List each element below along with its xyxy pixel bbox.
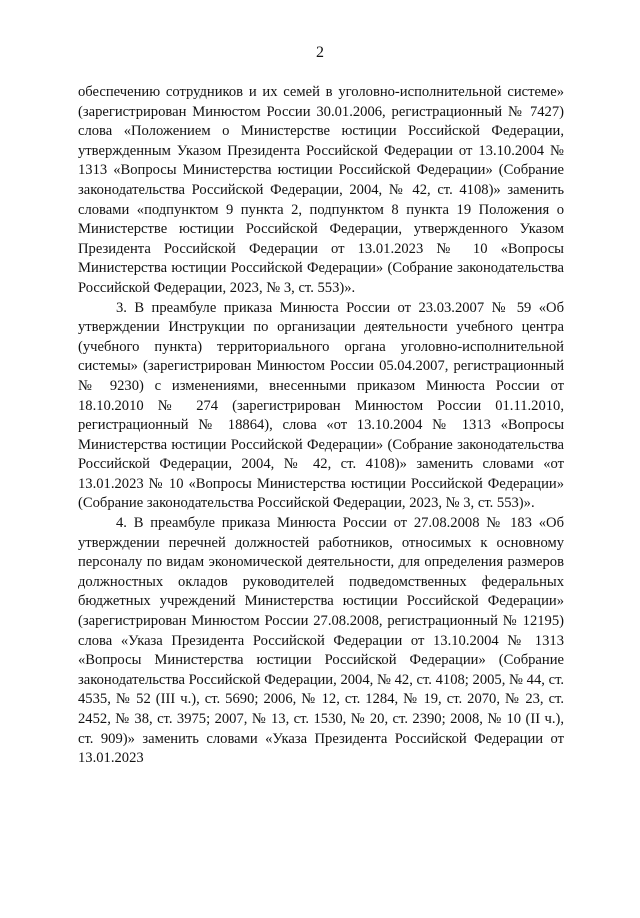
document-body <box>78 83 564 769</box>
page-number: 2 <box>316 44 324 61</box>
paragraph-item-4: 4. В преамбуле приказа Минюста России от 27.08.2008 № 183 «Об утверждении перечней должностей работников, относимых к основному персоналу по видам экономической деятельности, для определения размеров должностных окладов руководителей подведомственных федеральных бюджетных учреждений Министерства юстиции Российской Федерации» (зарегистрирован Минюстом России 27.08.2008, регистрационный № 12195) слова «Указа Президента Российской Федерации от 13.10.2004 № 1313 «Вопросы Министерства юстиции Российской Федерации» (Собрание законодательства Российской Федерации, 2004, № 42, ст. 4108; 2005, № 44, ст. 4535, № 52 (III ч.), ст. 5690; 2006, № 12, ст. 1284, № 19, ст. 2070, № 23, ст. 2452, № 38, ст. 3975; 2007, № 13, ст. 1530, № 20, ст. 2390; 2008, № 10 (II ч.), ст. 909)» заменить словами «Указа Президента Российской Федерации от 13.01.2023 <box>78 515 564 767</box>
paragraph-continuation: обеспечению сотрудников и их семей в уголовно-исполнительной системе» (зарегистрирован Минюстом России 30.01.2006, регистрационный № 7427) слова «Положением о Министерстве юстиции Российской Федерации, утвержденным Указом Президента Российской Федерации от 13.10.2004 № 1313 «Вопросы Министерства юстиции Российской Федерации» (Собрание законодательства Российской Федерации, 2004, № 42, ст. 4108)» заменить словами «подпунктом 9 пункта 2, подпунктом 8 пункта 19 Положения о Министерстве юстиции Российской Федерации, утвержденного Указом Президента Российской Федерации от 13.01.2023 № 10 «Вопросы Министерства юстиции Российской Федерации» (Собрание законодательства Российской Федерации, 2023, № 3, ст. 553)». <box>78 84 564 296</box>
paragraph-item-3: 3. В преамбуле приказа Минюста России от 23.03.2007 № 59 «Об утверждении Инструкции по организации деятельности учебного центра (учебного пункта) территориального органа уголовно-исполнительной системы» (зарегистрирован Минюстом России 05.04.2007, регистрационный № 9230) с изменениями, внесенными приказом Минюста России от 18.10.2010 № 274 (зарегистрирован Минюстом России 01.11.2010, регистрационный № 18864), слова «от 13.10.2004 № 1313 «Вопросы Министерства юстиции Российской Федерации» (Собрание законодательства Российской Федерации, 2004, № 42, ст. 4108)» заменить словами «от 13.01.2023 № 10 «Вопросы Министерства юстиции Российской Федерации» (Собрание законодательства Российской Федерации, 2023, № 3, ст. 553)». <box>78 299 564 512</box>
